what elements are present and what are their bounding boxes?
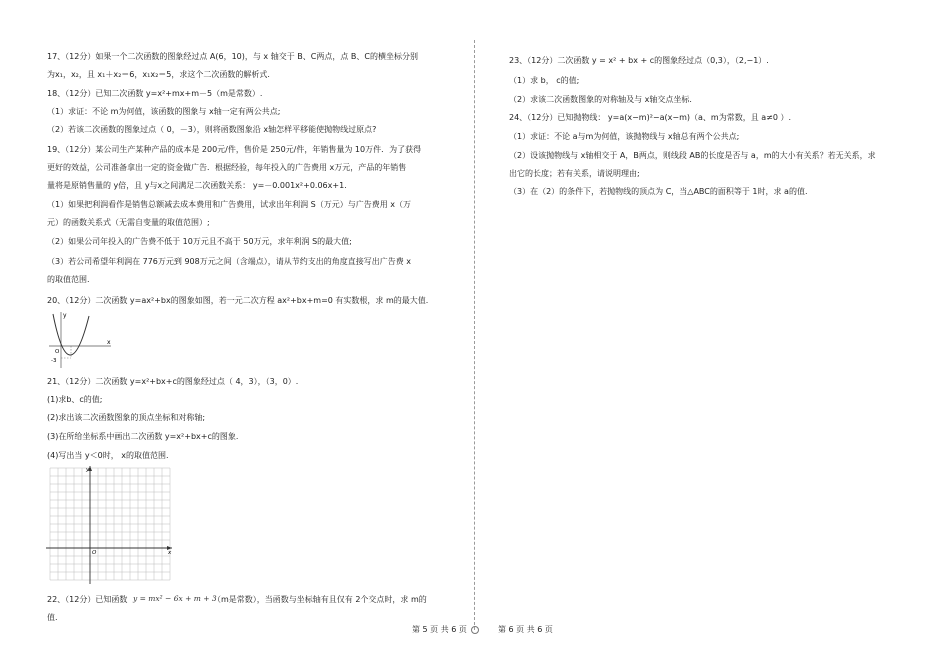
- footer-left-page-number: 第 5 页 共 6 页: [412, 625, 467, 634]
- q19-line2: 更好的效益，公司准备拿出一定的资金做广告．根据经验，每年投入的广告费用 x万元，产品的年销售: [47, 163, 407, 172]
- q21-part3: (3)在所给坐标系中画出二次函数 y=x²+bx+c的图象.: [47, 432, 239, 441]
- q24-part2-line1: （2）设该抛物线与 x轴相交于 A，B两点，则线段 AB的长度是否与 a，m的大小有关系？若无关系，求: [509, 151, 876, 160]
- q24-part1: （1）求证：不论 a与m为何值，该抛物线与 x轴总有两个公共点;: [509, 132, 740, 141]
- q20-x-axis-label: x: [107, 339, 111, 346]
- q23-stem: 23、（12分）二次函数 y = x² + bx + c的图象经过点（0,3），（2,−1）.: [509, 56, 769, 65]
- q19-part1-line2: 元）的函数关系式（无需自变量的取值范围）;: [47, 218, 210, 227]
- q20-stem: 20、（12分）二次函数 y=ax²+bx的图象如图，若一元二次方程 ax²+bx+m=0 有实数根，求 m的最大值.: [47, 296, 429, 305]
- q21-x-axis-label: x: [168, 550, 172, 556]
- q21-part2: (2)求出该二次函数图象的顶点坐标和对称轴;: [47, 413, 206, 422]
- q19-part3-line1: （3）若公司希望年利润在 776万元到 908万元之间（含端点），请从节约支出的角度直接写出广告费 x: [47, 257, 411, 266]
- column-divider: [474, 40, 475, 630]
- q18-part1: （1）求证：不论 m为何值，该函数的图象与 x轴一定有两公共点;: [47, 107, 281, 116]
- q18-part2: （2）若该二次函数的图象过点（ 0，－3），则将函数图象沿 x轴怎样平移能使抛物线过原点?: [47, 125, 377, 134]
- q19-line3: 量将是原销售量的 y倍，且 y与x之间满足二次函数关系： y=－0.001x²+0.06x+1.: [47, 181, 347, 190]
- q21-stem: 21、（12分）二次函数 y=x²+bx+c的图象经过点（ 4，3），（3，0）.: [47, 377, 299, 386]
- q24-stem: 24、（12分）已知抛物线： y=a(x−m)²−a(x−m)（a、m为常数，且 a≠0 ）.: [509, 113, 792, 122]
- q20-y-axis-label: y: [63, 312, 67, 319]
- q20-parabola-graph: [47, 310, 117, 370]
- q19-line1: 19、（12分）某公司生产某种产品的成本是 200元/件，售价是 250元/件，年销售量为 10万件．为了获得: [47, 145, 422, 154]
- q24-part3: （3）在（2）的条件下，若抛物线的顶点为 C，当△ABC的面积等于 1时，求 a的值.: [509, 187, 808, 196]
- q21-coordinate-grid: [44, 462, 176, 586]
- binding-hole-mark: [471, 626, 479, 634]
- q21-origin-label: O: [92, 550, 97, 556]
- q23-part2: （2）求该二次函数图象的对称轴及与 x轴交点坐标.: [509, 95, 692, 104]
- q19-part2: （2）如果公司年投入的广告费不低于 10万元且不高于 50万元，求年利润 S的最大值;: [47, 237, 352, 246]
- q21-part4: (4)写出当 y＜0时， x的取值范围.: [47, 451, 169, 460]
- q21-part1: (1)求b、c的值;: [47, 395, 103, 404]
- q24-part2-line2: 出它的长度；若有关系，请说明理由;: [509, 169, 640, 178]
- q21-y-axis-label: y: [86, 467, 90, 473]
- q20-min-value-label: -3: [51, 358, 57, 364]
- footer-right-page-number: 第 6 页 共 6 页: [498, 625, 553, 634]
- q17-line2: 为x₁，x₂，且 x₁＋x₂＝6，x₁x₂＝5，求这个二次函数的解析式.: [47, 70, 270, 79]
- q22-formula: y = mx² − 6x + m + 3: [133, 594, 217, 603]
- q19-part3-line2: 的取值范围.: [47, 275, 90, 284]
- q20-origin-label: O: [55, 349, 60, 355]
- q22-line1-start: 22、（12分）已知函数: [47, 595, 128, 604]
- q18-stem: 18、（12分）已知二次函数 y=x²+mx+m－5（m是常数）.: [47, 89, 263, 98]
- q22-line1-end: （m是常数），当函数与坐标轴有且仅有 2个交点时，求 m的: [213, 595, 427, 604]
- q19-part1-line1: （1）如果把利润看作是销售总额减去成本费用和广告费用，试求出年利润 S（万元）与广告费用 x（万: [47, 200, 411, 209]
- q22-line2: 值.: [47, 613, 58, 622]
- q17-line1: 17、（12分）如果一个二次函数的图象经过点 A(6，10)，与 x 轴交于 B、C两点，点 B、C的横坐标分别: [47, 52, 418, 61]
- q23-part1: （1）求 b， c的值;: [509, 76, 580, 85]
